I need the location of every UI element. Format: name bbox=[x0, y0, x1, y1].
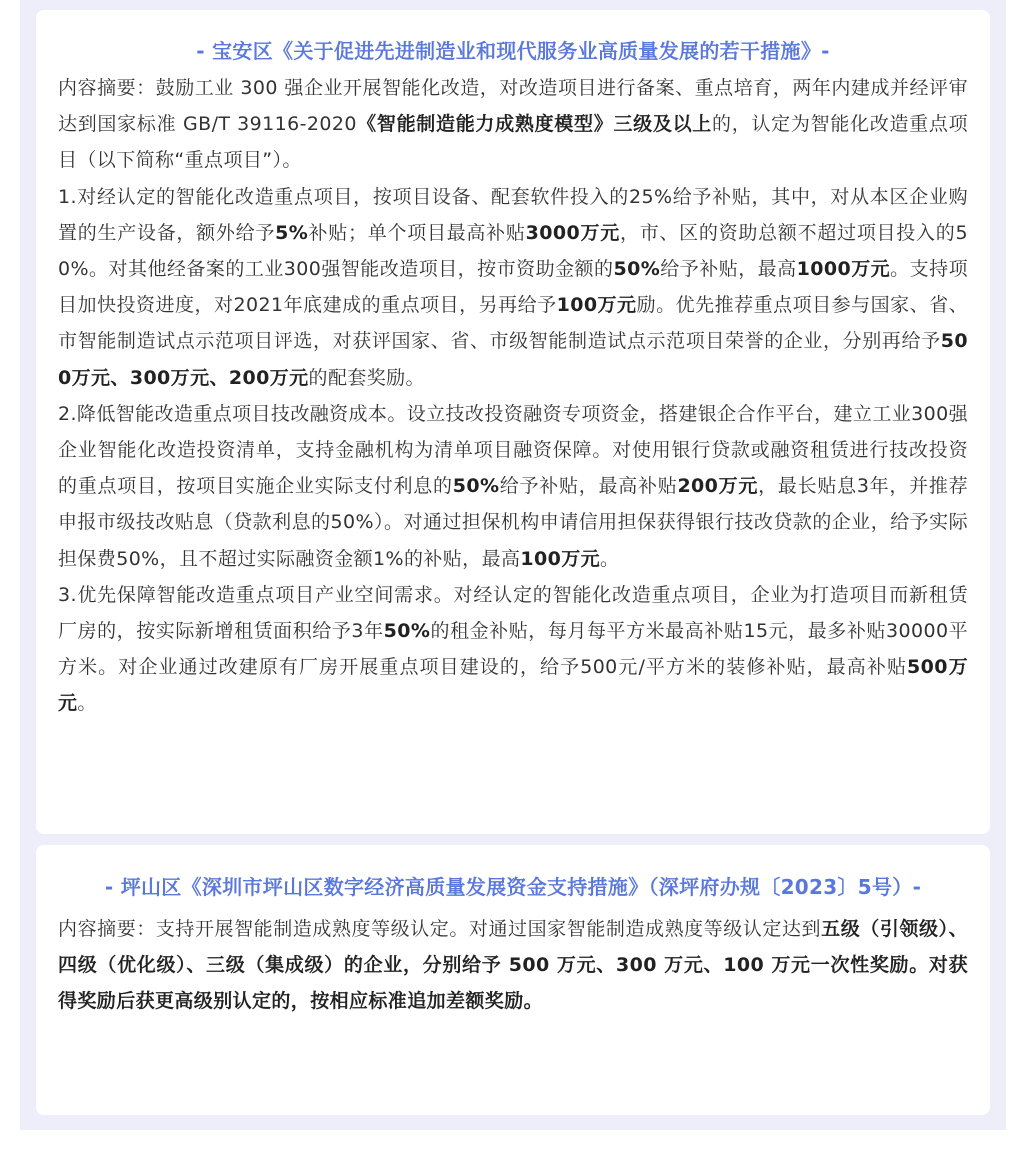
paragraph bbox=[58, 70, 968, 179]
text-run: 3.优先保障智能改造重点项目产业空间需求。对经认定的智能化改造重点项目，企业为打造项目而新租赁厂房的，按实际新增租赁面积给予3年 bbox=[58, 583, 968, 643]
text-run: 。 bbox=[77, 692, 97, 715]
text-run: 的配套奖励。 bbox=[308, 366, 425, 389]
bold-text: 50% bbox=[383, 620, 431, 643]
bold-text: 《智能制造能力成熟度模型》三级及以上 bbox=[356, 113, 713, 136]
text-run: ，市、区的资助总额不超过项目投入的50%。对其他经备案的工业300强智能改造项目，按市资助金额的 bbox=[58, 221, 968, 281]
bold-text: 50% bbox=[452, 475, 500, 498]
text-run: 内容摘要：支持开展智能制造成熟度等级认定。对通过国家智能制造成熟度等级认定达到 bbox=[58, 918, 822, 940]
section-card-pingshan bbox=[36, 845, 990, 1115]
text-run: 1.对经认定的智能化改造重点项目，按项目设备、配套软件投入的25%给予补贴，其中，对从本区企业购置的生产设备，额外给予 bbox=[58, 185, 968, 244]
paragraph bbox=[58, 577, 968, 722]
text-run: 的租金补贴，每月每平方米最高补贴15元，最多补贴30000平方米。对企业通过改建原有厂房开展重点项目建设的，给予500元/平方米的装修补贴，最高补贴 bbox=[58, 620, 968, 679]
text-run: ，最长贴息3年，并推荐申报市级技改贴息（贷款利息的50%）。对通过担保机构申请信用担保获得银行技改贷款的企业，给予实际担保费50%，且不超过实际融资金额1%的补贴，最高 bbox=[58, 475, 968, 570]
text-run: 2.降低智能改造重点项目技改融资成本。设立技改投资融资专项资金，搭建银企合作平台，建立工业300强企业智能化改造投资清单，支持金融机构为清单项目融资保障。对使用银行贷款或融资租赁进行技改投资的重点项目，按项目实施企业实际支付利息的 bbox=[58, 402, 968, 498]
text-run: 补贴；单个项目最高补贴 bbox=[308, 221, 526, 244]
bold-text: 500万元、300万元、200万元 bbox=[58, 330, 968, 389]
bold-text: 五级（引领级）、四级（优化级）、三级（集成级）的企业，分别给予 500 万元、300 万元、100 万元一次性奖励。对获得奖励后获更高级别认定的，按相应标准追加差额奖励。 bbox=[58, 918, 968, 1012]
text-run: 给予补贴，最高 bbox=[660, 258, 797, 281]
text-run: 的，认定为智能化改造重点项目（以下简称“重点项目”）。 bbox=[58, 113, 969, 172]
bold-text: 3000万元 bbox=[525, 221, 620, 244]
bold-text: 100万元 bbox=[520, 547, 601, 570]
paragraph bbox=[58, 911, 968, 1019]
bold-text: 100万元 bbox=[556, 294, 637, 317]
section-body bbox=[58, 70, 968, 722]
bold-text: 5% bbox=[275, 221, 309, 244]
bold-text: 1000万元 bbox=[796, 258, 891, 281]
bold-text: 200万元 bbox=[677, 475, 759, 498]
text-run: 内容摘要：鼓励工业 300 强企业开展智能化改造，对改造项目进行备案、重点培育，两年内建成并经评审达到国家标准 GB/T 39116-2020 bbox=[58, 77, 968, 136]
section-title: - 坪山区《深圳市坪山区数字经济高质量发展资金支持措施》（深坪府办规〔2023〕5号）- bbox=[104, 875, 922, 899]
text-run: 。支持项目加快投资进度，对2021年底建成的重点项目，另再给予 bbox=[58, 258, 968, 317]
text-run: 给予补贴，最高补贴 bbox=[499, 475, 678, 498]
section-title: - 宝安区《关于促进先进制造业和现代服务业高质量发展的若干措施》- bbox=[196, 39, 830, 63]
section-body bbox=[58, 911, 968, 1019]
paragraph bbox=[58, 179, 968, 396]
bold-text: 500万元 bbox=[58, 656, 968, 715]
paragraph bbox=[58, 396, 968, 577]
bold-text: 50% bbox=[613, 258, 661, 281]
text-run: 。 bbox=[600, 547, 620, 570]
section-card-baoan bbox=[36, 10, 990, 834]
text-run: 励。优先推荐重点项目参与国家、省、市智能制造试点示范项目评选，对获评国家、省、市级智能制造试点示范项目荣誉的企业，分别再给予 bbox=[58, 294, 968, 353]
